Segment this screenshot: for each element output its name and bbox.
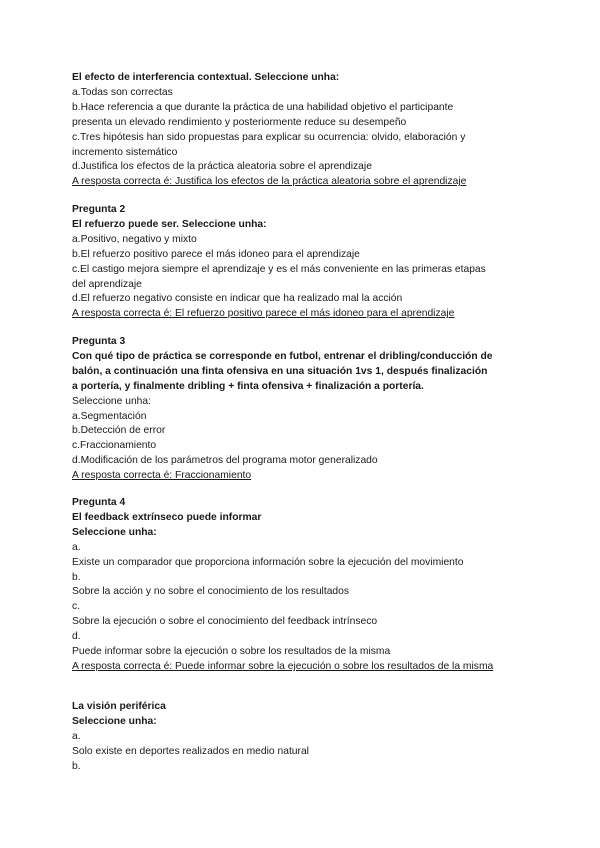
question-heading: El efecto de interferencia contextual. Seleccione unha: bbox=[72, 72, 340, 83]
option-line: d.El refuerzo negativo consiste en indicar que ha realizado mal la acción bbox=[72, 293, 403, 305]
option-line: a.Todas son correctas bbox=[72, 86, 173, 98]
option-line: c. bbox=[72, 601, 81, 613]
question-prompt: Seleccione unha: bbox=[72, 715, 157, 727]
option-line: d.Modificación de los parámetros del programa motor generalizado bbox=[72, 455, 378, 467]
correct-answer: A resposta correcta é: Fraccionamiento bbox=[72, 470, 252, 482]
question-heading: a portería, y finalmente dribling + finta ofensiva + finalización a portería. bbox=[72, 380, 424, 392]
question-heading: balón, a continuación una finta ofensiva en una situación 1vs 1, después finalización bbox=[72, 365, 488, 377]
question-5 bbox=[72, 700, 522, 775]
question-2 bbox=[72, 203, 522, 322]
question-heading: El refuerzo puede ser. Seleccione unha: bbox=[72, 218, 267, 230]
option-line: b. bbox=[72, 760, 81, 772]
option-line: a.Segmentación bbox=[72, 410, 147, 422]
option-line: a. bbox=[72, 541, 81, 553]
option-line: b.Detección de error bbox=[72, 425, 166, 437]
option-line: incremento sistemático bbox=[72, 146, 178, 158]
question-4 bbox=[72, 496, 522, 675]
question-heading: El feedback extrínseco puede informar bbox=[72, 511, 262, 523]
question-prompt: Seleccione unha: bbox=[72, 395, 152, 407]
option-line: d.Justifica los efectos de la práctica aleatoria sobre el aprendizaje bbox=[72, 161, 372, 173]
question-title: Pregunta 2 bbox=[72, 204, 126, 215]
question-heading: La visión periférica bbox=[72, 701, 166, 712]
option-line: c.Fraccionamiento bbox=[72, 440, 157, 452]
option-line: presenta un elevado rendimiento y posteriormente reduce su desempeño bbox=[72, 116, 407, 128]
question-3 bbox=[72, 335, 522, 484]
question-heading: Con qué tipo de práctica se corresponde en futbol, entrenar el dribling/conducción de bbox=[72, 350, 493, 362]
option-line: b.Hace referencia a que durante la práctica de una habilidad objetivo el participante bbox=[72, 101, 454, 113]
option-line: c.El castigo mejora siempre el aprendizaje y es el más conveniente en las primeras etapas bbox=[72, 263, 486, 275]
question-1 bbox=[72, 71, 522, 190]
option-line: Sobre la ejecución o sobre el conocimiento del feedback intrínseco bbox=[72, 616, 378, 628]
option-line: d. bbox=[72, 631, 81, 643]
option-line: b.El refuerzo positivo parece el más idoneo para el aprendizaje bbox=[72, 248, 360, 260]
option-line: b. bbox=[72, 571, 81, 583]
question-title: Pregunta 3 bbox=[72, 336, 126, 347]
option-line: a.Positivo, negativo y mixto bbox=[72, 233, 197, 245]
option-line: Solo existe en deportes realizados en medio natural bbox=[72, 745, 309, 757]
option-line: Sobre la acción y no sobre el conocimiento de los resultados bbox=[72, 586, 350, 598]
option-line: a. bbox=[72, 730, 81, 742]
correct-answer: A resposta correcta é: El refuerzo positivo parece el más idoneo para el aprendizaje bbox=[72, 308, 455, 320]
correct-answer: A resposta correcta é: Justifica los efectos de la práctica aleatoria sobre el aprendizaje bbox=[72, 176, 467, 188]
option-line: Existe un comparador que proporciona información sobre la ejecución del movimiento bbox=[72, 556, 464, 568]
correct-answer: A resposta correcta é: Puede informar sobre la ejecución o sobre los resultados de la misma bbox=[72, 660, 494, 672]
question-prompt: Seleccione unha: bbox=[72, 526, 157, 538]
option-line: Puede informar sobre la ejecución o sobre los resultados de la misma bbox=[72, 646, 391, 658]
question-title: Pregunta 4 bbox=[72, 497, 126, 508]
option-line: del aprendizaje bbox=[72, 278, 142, 290]
option-line: c.Tres hipótesis han sido propuestas para explicar su ocurrencia: olvido, elaboración y bbox=[72, 131, 466, 143]
